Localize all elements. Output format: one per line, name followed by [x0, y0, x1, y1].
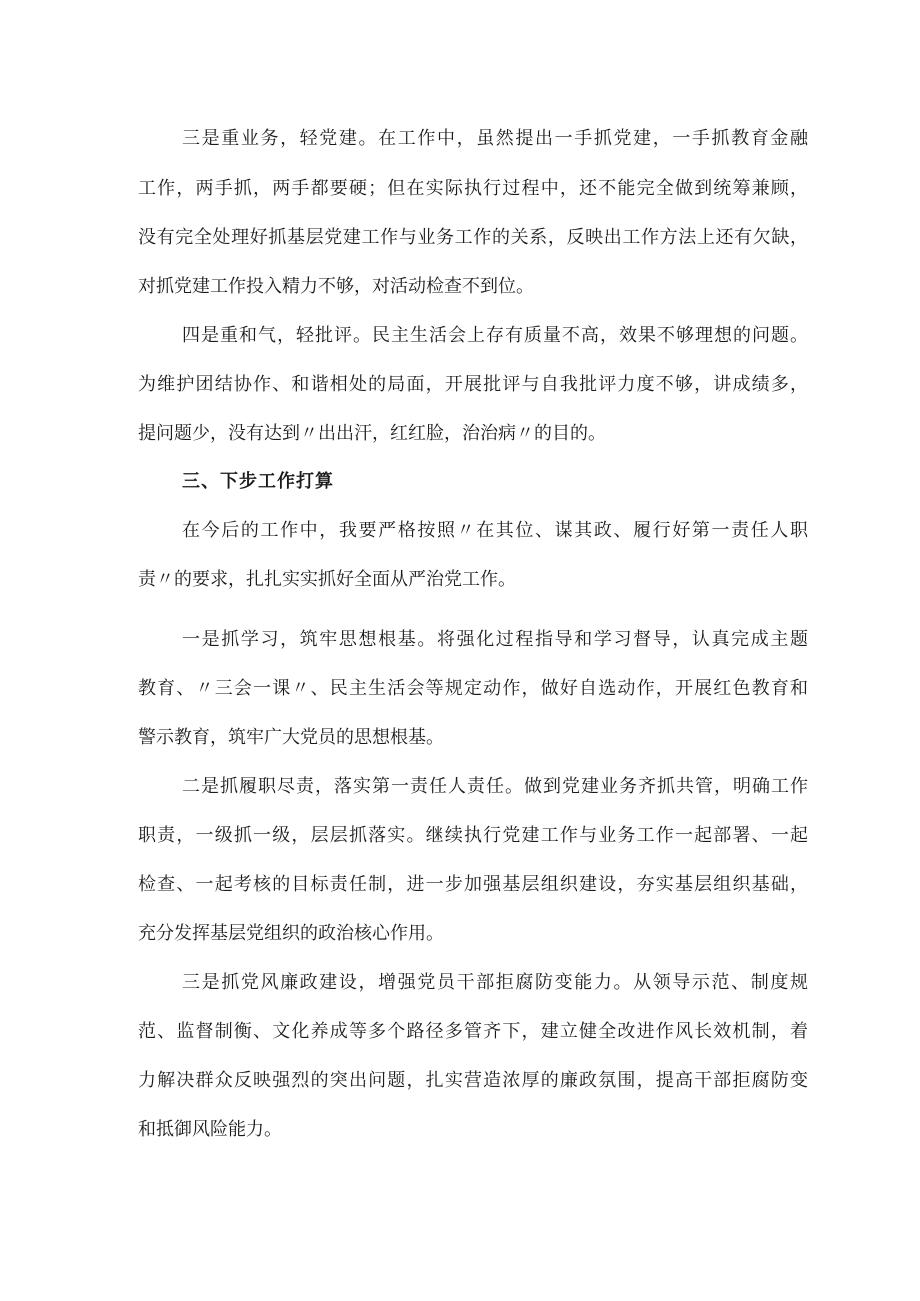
- paragraph-2-line-3: 提问题少，没有达到〃出出汗，红红脸，治治病〃的目的。: [138, 423, 606, 444]
- paragraph-6-line-1: 三是抓党风廉政建设，增强党员干部拒腐防变能力。从领导示范、制度规: [182, 972, 808, 993]
- paragraph-1-line-3: 没有完全处理好抓基层党建工作与业务工作的关系，反映出工作方法上还有欠缺，: [138, 227, 808, 248]
- paragraph-5-line-3: 检查、一起考核的目标责任制，进一步加强基层组织建设，夯实基层组织基础，: [138, 874, 808, 895]
- paragraph-6-line-2: 范、监督制衡、文化养成等多个路径多管齐下，建立健全改进作风长效机制，着: [138, 1021, 808, 1042]
- paragraph-2-line-2: 为维护团结协作、和谐相处的局面，开展批评与自我批评力度不够，讲成绩多，: [138, 374, 808, 395]
- paragraph-2-line-1: 四是重和气，轻批评。民主生活会上存有质量不高，效果不够理想的问题。: [182, 325, 808, 346]
- paragraph-4-line-3: 警示教育，筑牢广大党员的思想根基。: [138, 727, 444, 748]
- section-heading: 三、下步工作打算: [182, 471, 334, 492]
- paragraph-6-line-3: 力解决群众反映强烈的突出问题，扎实营造浓厚的廉政氛围，提高干部拒腐防变: [138, 1070, 808, 1091]
- paragraph-5-line-1: 二是抓履职尽责，落实第一责任人责任。做到党建业务齐抓共管，明确工作: [182, 776, 808, 797]
- paragraph-5-line-2: 职责，一级抓一级，层层抓落实。继续执行党建工作与业务工作一起部署、一起: [138, 825, 808, 846]
- paragraph-1-line-2: 工作，两手抓，两手都要硬；但在实际执行过程中，还不能完全做到统筹兼顾，: [138, 178, 808, 199]
- paragraph-1-line-1: 三是重业务，轻党建。在工作中，虽然提出一手抓党建，一手抓教育金融: [182, 128, 808, 149]
- paragraph-3-line-1: 在今后的工作中，我要严格按照〃在其位、谋其政、履行好第一责任人职: [182, 520, 808, 541]
- paragraph-4-line-1: 一是抓学习，筑牢思想根基。将强化过程指导和学习督导，认真完成主题: [182, 629, 808, 650]
- paragraph-3-line-2: 责〃的要求，扎扎实实抓好全面从严治党工作。: [138, 569, 516, 590]
- paragraph-6-line-4: 和抵御风险能力。: [138, 1119, 282, 1140]
- paragraph-1-line-4: 对抓党建工作投入精力不够，对活动检查不到位。: [138, 276, 534, 297]
- paragraph-5-line-4: 充分发挥基层党组织的政治核心作用。: [138, 923, 444, 944]
- paragraph-4-line-2: 教育、〃三会一课〃、民主生活会等规定动作，做好自选动作，开展红色教育和: [138, 678, 808, 699]
